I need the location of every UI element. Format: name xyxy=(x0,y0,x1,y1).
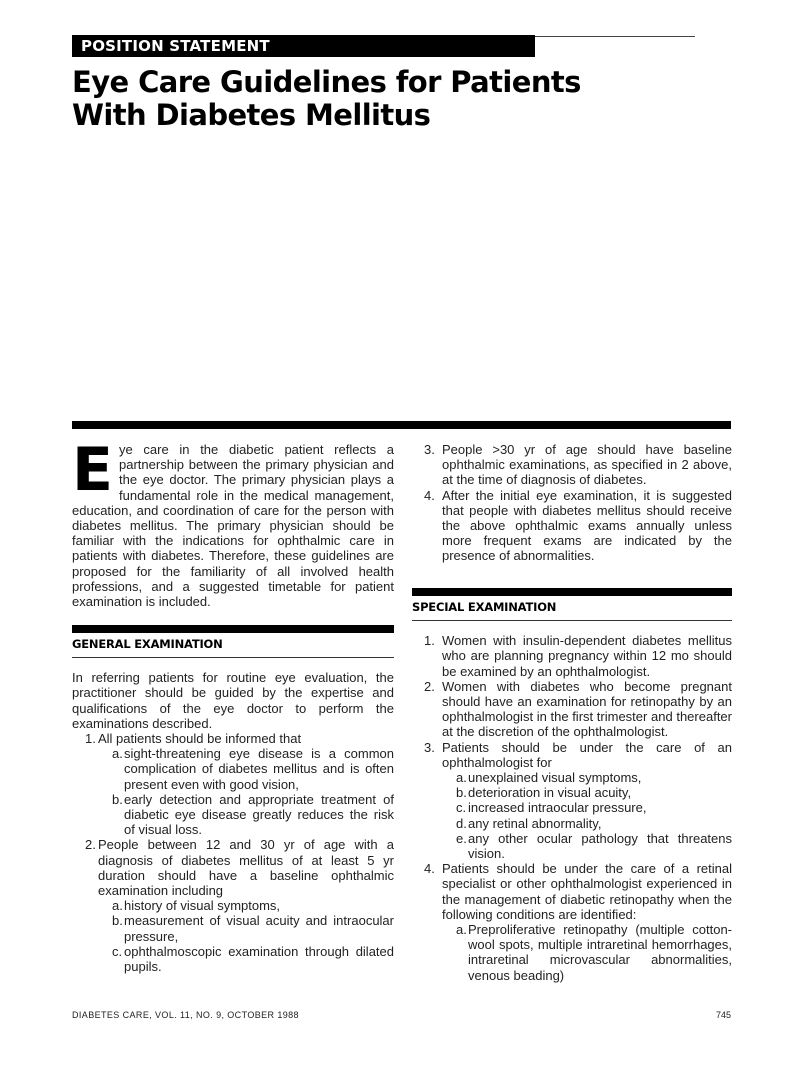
continued-list-item xyxy=(412,442,732,488)
footer-page-number: 745 xyxy=(716,1010,732,1020)
general-list-item xyxy=(72,731,394,837)
general-sub-item-text: history of visual symptoms, xyxy=(124,898,281,914)
special-list-item xyxy=(412,633,732,679)
intro-paragraph xyxy=(72,435,394,610)
special-sub-item xyxy=(442,831,732,861)
special-sub-item-letter: e. xyxy=(456,830,467,846)
special-section-rule xyxy=(412,588,732,596)
special-sub-item-letter: a. xyxy=(456,922,467,938)
general-examination-section xyxy=(72,625,394,974)
special-list-item xyxy=(412,679,732,740)
continued-item-text: People >30 yr of age should have baseline ophthalmic examinations, as specified in 2 above, at the time of diagnosis of diabetes. xyxy=(442,442,732,488)
special-sub-item-letter: d. xyxy=(456,815,467,831)
general-item-number: 2. xyxy=(85,837,96,853)
special-sub-item xyxy=(442,922,732,983)
continued-item-number: 3. xyxy=(424,442,435,457)
general-item-number: 1. xyxy=(85,731,96,747)
special-sub-item-text: unexplained visual symptoms, xyxy=(468,770,642,786)
special-sub-item-text: deterioration in visual acuity, xyxy=(468,785,632,801)
top-divider-rule xyxy=(72,421,731,429)
general-sub-list xyxy=(98,746,394,837)
special-section-heading: SPECIAL EXAMINATION xyxy=(412,600,732,621)
general-sub-item-text: measurement of visual acuity and intraocular pressure, xyxy=(124,913,394,944)
special-sub-item-letter: c. xyxy=(456,800,467,816)
special-sub-item xyxy=(442,785,732,800)
general-item-text: People between 12 and 30 yr of age with a diagnosis of diabetes mellitus of at least 5 yr duration should have a baseline ophthalmic examination including xyxy=(98,837,394,899)
general-numbered-list xyxy=(72,731,394,974)
general-sub-item xyxy=(98,746,394,792)
special-item-number: 1. xyxy=(424,633,435,649)
continued-list-item xyxy=(412,488,732,564)
special-sub-item-text: Preproliferative retinopathy (multiple cotton-wool spots, multiple intraretinal hemorrhages, intraretinal microvascular abnormalities, venous beading) xyxy=(468,922,732,983)
continued-numbered-list xyxy=(412,442,732,564)
general-sub-item-letter: b. xyxy=(112,913,123,929)
special-list-item xyxy=(412,861,732,983)
special-list-item xyxy=(412,740,732,862)
special-examination-section xyxy=(412,588,732,983)
general-sub-item-letter: c. xyxy=(112,943,123,959)
banner-rule xyxy=(535,36,695,37)
drop-cap: E xyxy=(72,435,113,505)
general-sub-item-letter: a. xyxy=(112,898,123,914)
general-sub-item-letter: b. xyxy=(112,791,123,807)
continued-item-text: After the initial eye examination, it is suggested that people with diabetes mellitus should receive the above ophthalmic exams annually unless more frequent exams are indicated by the presence of abnormalities. xyxy=(442,487,732,564)
special-item-text: Women with diabetes who become pregnant should have an examination for retinopathy by an ophthalmologist in the first trimester and thereafter at the discretion of the ophthalmologist. xyxy=(442,678,732,740)
intro-text: ye care in the diabetic patient reflects a partnership between the primary physician and the eye doctor. The primary physician plays a fundamental role in the medical management, education, and coordination of care for the person with diabetes mellitus. The primary physician should be familiar with the indications for ophthalmic care in patients with diabetes. Therefore, these guidelines are proposed for the familiarity of all involved health professions, and a suggested timetable for patient examination is included. xyxy=(72,442,394,610)
general-item-text: All patients should be informed that xyxy=(98,731,302,747)
special-sub-item-text: increased intraocular pressure, xyxy=(468,800,647,816)
title-line-1: Eye Care Guidelines for Patients xyxy=(72,65,581,99)
special-item-number: 2. xyxy=(424,678,435,694)
general-section-rule xyxy=(72,625,394,633)
section-banner xyxy=(72,35,535,57)
general-sub-item xyxy=(98,898,394,913)
special-item-text: Patients should be under the care of a retinal specialist or other ophthalmologist experienced in the management of diabetic retinopathy when the following conditions are identified: xyxy=(442,861,732,922)
article-title xyxy=(72,66,632,132)
banner-label: POSITION STATEMENT xyxy=(81,37,270,55)
special-item-number: 3. xyxy=(424,739,435,755)
general-sub-item xyxy=(98,913,394,943)
special-sub-item-text: any other ocular pathology that threatens vision. xyxy=(468,830,732,862)
general-sub-list xyxy=(98,898,394,974)
title-line-2: With Diabetes Mellitus xyxy=(72,98,431,132)
general-sub-item-text: sight-threatening eye disease is a common complication of diabetes mellitus and is often present even with good vision, xyxy=(124,746,394,792)
special-sub-list xyxy=(442,770,732,861)
general-sub-item xyxy=(98,944,394,974)
special-sub-item xyxy=(442,800,732,815)
special-sub-item xyxy=(442,770,732,785)
special-item-text: Patients should be under the care of an ophthalmologist for xyxy=(442,739,732,770)
special-sub-list xyxy=(442,922,732,983)
continued-item-number: 4. xyxy=(424,487,435,503)
special-item-number: 4. xyxy=(424,861,435,877)
special-sub-item-text: any retinal abnormality, xyxy=(468,815,602,831)
special-numbered-list xyxy=(412,633,732,983)
footer-journal-citation: DIABETES CARE, VOL. 11, NO. 9, OCTOBER 1988 xyxy=(72,1010,299,1020)
general-list-item xyxy=(72,837,394,974)
general-sub-item-text: early detection and appropriate treatment of diabetic eye disease greatly reduces the risk of visual loss. xyxy=(124,791,394,838)
special-item-text: Women with insulin-dependent diabetes mellitus who are planning pregnancy within 12 mo should be examined by an ophthalmologist. xyxy=(442,633,732,679)
special-sub-item-letter: a. xyxy=(456,770,467,786)
general-continued-section xyxy=(412,442,732,564)
special-sub-item-letter: b. xyxy=(456,785,467,801)
general-sub-item-text: ophthalmoscopic examination through dilated pupils. xyxy=(124,943,394,975)
general-sub-item-letter: a. xyxy=(112,746,123,762)
general-lead-paragraph: In referring patients for routine eye evaluation, the practitioner should be guided by the expertise and qualifications of the eye doctor to perform the examinations described. xyxy=(72,670,394,731)
general-sub-item xyxy=(98,792,394,838)
special-sub-item xyxy=(442,816,732,831)
general-section-heading: GENERAL EXAMINATION xyxy=(72,637,394,658)
